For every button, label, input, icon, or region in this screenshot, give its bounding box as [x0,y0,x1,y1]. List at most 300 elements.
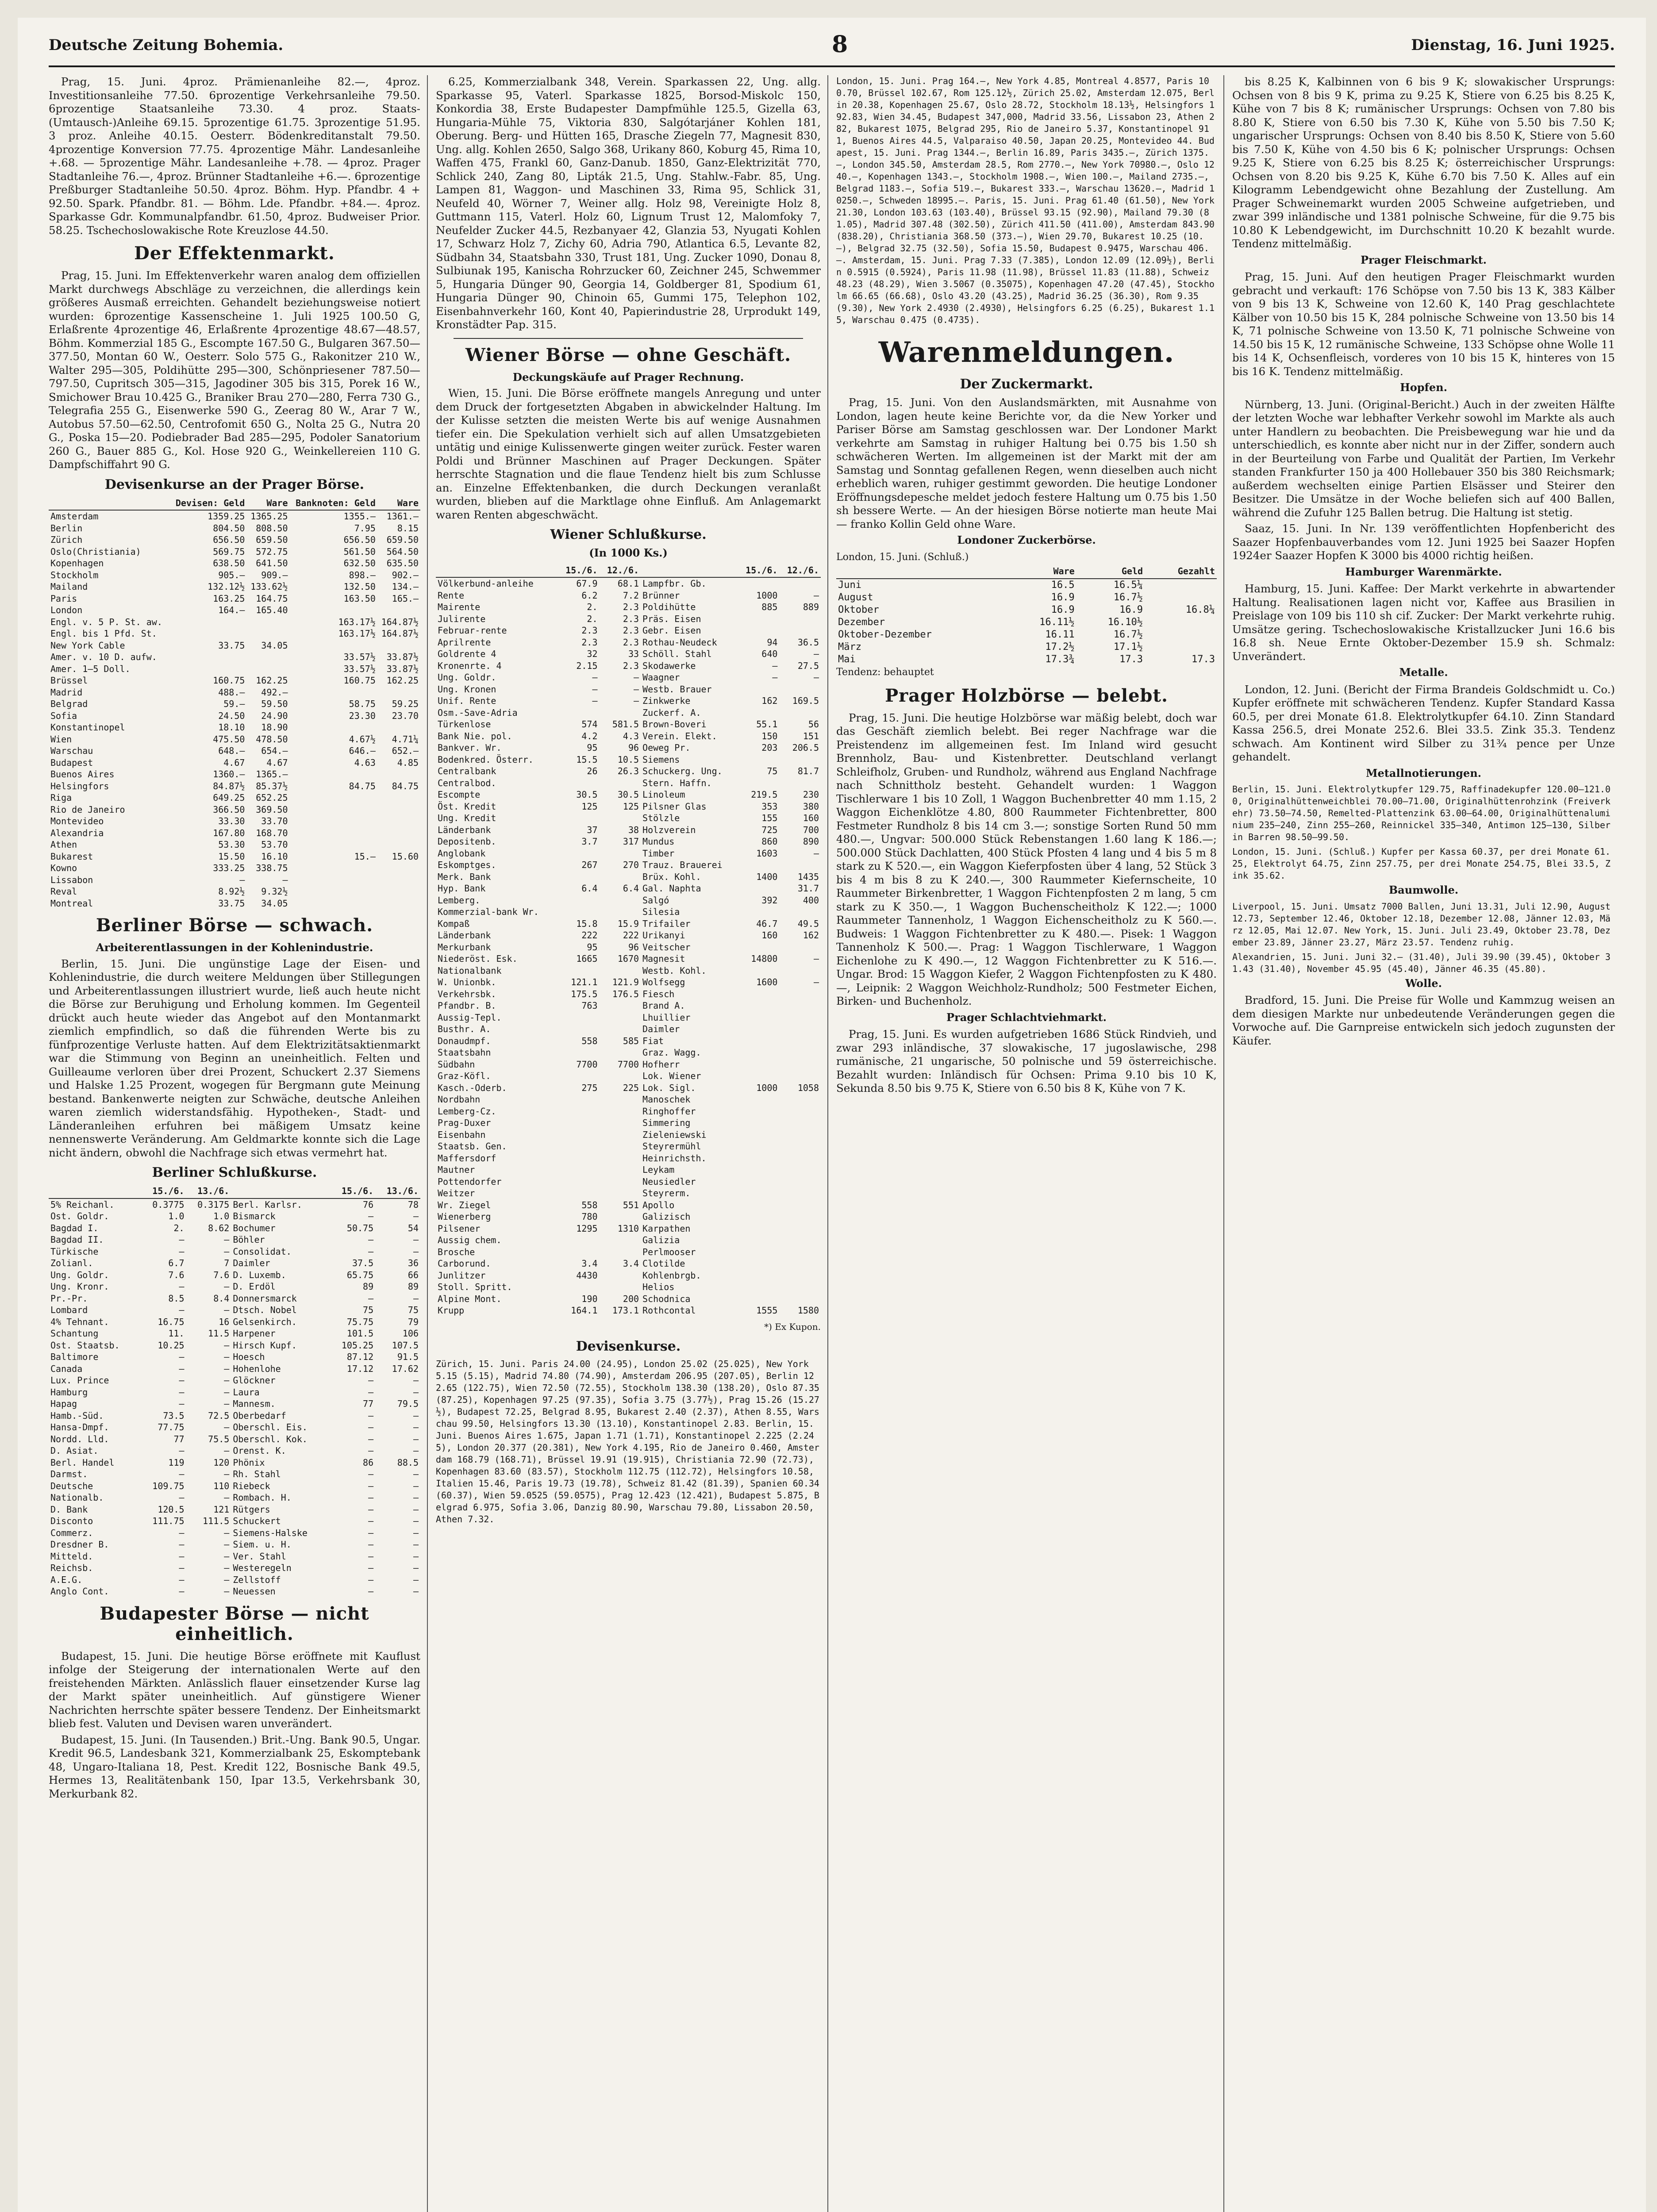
table-cell: 7 [224,1258,230,1268]
table-cell [558,965,600,977]
table-cell: 37.5 [352,1258,374,1268]
table-cell: — [224,1551,230,1562]
table-row [436,1047,821,1059]
table-cell: 804.50 [213,522,245,534]
table-header-cell: 13./6. [186,1184,231,1198]
table-cell: Oslo(Christiania) [50,546,141,557]
table-cell: — [179,1469,185,1479]
table-cell: Steyrerm. [642,1188,691,1198]
table-cell: 87.12 [346,1352,374,1362]
table-cell [600,906,641,918]
table-cell: Veitscher [642,941,691,952]
table-cell: 656.50 [343,534,376,545]
table-cell: 16.10½ [1107,617,1143,628]
table-cell [738,965,780,977]
table-cell: 4.63 [354,757,376,768]
table-row [49,1433,420,1445]
table-row [436,976,821,988]
table-cell: — [413,1551,419,1562]
table-cell: Gebr. Eisen [642,625,701,636]
table-cell: Belgrad [50,699,88,709]
table-cell: 17.3¾ [1045,654,1075,665]
table-cell: 46.7 [756,918,778,929]
table-cell [290,604,377,616]
wolle-text: Bradford, 15. Juni. Die Preise für Wolle und Kammzug weisen an dem diesigen Markte nur unbedeutende Veränderungen gegen die Vorwoche auf. Die Garnpreise entwickeln sich jedoch zugunsten der Käufer. [1232,994,1615,1047]
table-cell: 85.37½ [256,780,288,791]
table-cell: 33.30 [218,816,245,826]
table-cell: — [413,1480,419,1491]
table-cell [377,839,420,851]
table-cell: Reichsb. [50,1563,93,1573]
table-cell [738,1281,780,1293]
table-cell [738,988,780,1000]
table-cell: 162 [761,695,778,706]
table-cell: — [224,1386,230,1398]
table-cell: 50.75 [346,1222,374,1233]
table-cell: 4.67½ [349,733,376,745]
table-row [836,641,1217,653]
table-cell: Rio de Janeiro [50,804,125,815]
table-cell: Februar-rente [438,625,507,636]
table-cell [1145,579,1217,591]
table-cell: 889 [803,602,819,612]
london-sugar-tendenz: Tendenz: behauptet [836,667,934,678]
table-cell: Siemens [642,754,680,765]
table-row [49,886,420,898]
table-cell: 1310 [617,1223,639,1234]
table-cell: 16.10 [261,851,288,862]
table-row [436,801,821,813]
table-cell: 68.1 [617,578,639,589]
table-cell [600,1070,641,1082]
table-row [49,1586,420,1598]
table-row [49,522,420,534]
column-1 [49,75,420,2212]
table-cell: — [224,1281,230,1292]
table-row [436,1059,821,1071]
table-cell: Goldrente 4 [438,649,496,659]
table-cell: Ung. Kronr. [50,1281,109,1292]
table-cell: 163.17½ [338,628,376,639]
table-cell: 581.5 [612,719,639,730]
table-cell: 164.1 [571,1305,598,1316]
table-cell [738,1211,780,1223]
table-cell: Wien [50,733,72,745]
table-cell: 95 [587,941,598,952]
table-row [436,1106,821,1118]
table-cell: — [282,874,288,885]
london-sugar-head: London, 15. Juni. (Schluß.) [836,551,969,563]
table-cell: Graz-Köfl. [438,1071,491,1081]
table-cell: 89 [363,1281,374,1292]
table-cell: Bank Nie. pol. [438,730,512,741]
table-row [49,827,420,839]
table-cell [246,663,289,675]
table-cell: 0.3175 [197,1199,230,1210]
bond-quotes: Prag, 15. Juni. 4proz. Prämienanleihe 82.—, 4proz. Investitionsanleihe 77.50. 6prozentige Verkehrsanleihe 79.50. 6prozentige Staatsanleihe 73.30. 4 proz. Staats-(Umtausch-)Anleihe 69.15. 5prozentige 61.75. 3prozentige 51.95. 3 proz. Anleihe 40.15. Oesterr. Bödenkreditanstalt 79.50. 4prozentige Konversion 77.75. 4prozentige Mähr. Landesanleihe +.68. — 5prozentige Mähr. Landesanleihe +.78. — 4proz. Prager Stadtanleihe 76.—, 4proz. Brünner Stadtanleihe +6.—. 6prozentige Preßburger Stadtanleihe 50.50. 4proz. Böhm. Hyp. Pfandbr. 4 + 92.50. Spark. Pfandbr. 81. — Böhm. Lde. Pfandbr. +84.—. 4proz. Sparkasse Gdr. Kommunalpfandbr. 61.50, 4proz. Budweiser Prior. 58.25. Tschechoslowakische Rote Kreuzlose 44.50. [49,75,420,237]
table-cell: 222 [581,930,598,941]
table-cell [779,625,821,637]
table-row [49,862,420,874]
table-cell: Daimler [233,1258,270,1268]
table-cell [377,898,420,910]
table-cell: 1603 [756,848,778,859]
table-cell: 4.67 [223,757,245,768]
table-cell: Carborund. [438,1258,491,1269]
table-cell: Waagner [642,672,680,683]
table-cell: 165.— [392,593,419,604]
table-cell: Staatsb. Gen. [438,1141,507,1152]
table-cell [558,1176,600,1188]
table-row [49,1293,420,1305]
table-cell: Neusiedler [642,1176,696,1187]
table-cell [738,1094,780,1106]
table-row [436,1305,821,1317]
table-cell: 551 [623,1199,639,1210]
table-cell: Urikanyi [642,930,685,941]
table-cell: Nordbahn [438,1094,481,1105]
table-cell: — [224,1352,230,1362]
table-cell [558,1246,600,1258]
page-number: 8 [832,31,848,58]
table-row [49,1574,420,1586]
table-cell: Nordd. Lld. [50,1433,109,1444]
table-cell: Anglobank [438,848,486,859]
table-cell: Ver. Stahl [233,1551,286,1562]
table-cell [600,1129,641,1141]
table-row [436,695,821,707]
table-cell [290,768,377,780]
table-cell: 107.5 [392,1340,419,1351]
table-cell: 1365.25 [250,511,288,522]
table-cell [558,1187,600,1199]
table-cell: Donnersmarck [233,1293,297,1304]
table-cell: 569.75 [213,546,245,557]
table-cell [738,941,780,953]
table-cell [738,1199,780,1211]
table-cell: 169.5 [792,695,819,706]
table-cell [779,613,821,625]
table-cell: 176.5 [612,988,639,999]
table-cell [246,651,289,663]
table-cell: 635.50 [386,558,419,568]
table-cell: Bukarest [50,851,93,862]
table-cell [377,804,420,816]
table-cell: 11.5 [208,1328,230,1339]
table-cell: 36.5 [797,637,819,648]
table-cell: — [368,1504,374,1515]
table-cell: — [224,1539,230,1550]
table-cell [1145,641,1217,653]
table-row [436,1035,821,1047]
table-row [436,895,821,906]
table-cell: Ost. Goldr. [50,1211,109,1221]
table-cell: — [179,1234,185,1245]
table-row [436,824,821,836]
table-header-cell: 15./6. [738,564,780,578]
table-cell [779,1023,821,1035]
table-row [49,768,420,780]
table-cell [377,687,420,699]
table-cell: März [838,641,861,653]
table-cell [600,1152,641,1164]
table-cell: 1000 [756,1082,778,1093]
table-row [436,777,821,789]
table-cell: — [813,848,819,859]
table-cell: 7.2 [623,590,639,601]
table-row [436,601,821,613]
table-cell: — [179,1246,185,1257]
table-cell: — [413,1539,419,1550]
table-cell: 1361.— [386,511,419,522]
table-row [49,745,420,757]
table-row [49,1328,420,1340]
table-row [436,883,821,895]
table-cell: 2.3 [623,602,639,612]
table-row [49,1527,420,1539]
table-cell [779,1070,821,1082]
table-cell [290,874,377,886]
table-cell: August [838,592,873,603]
table-cell: 31.7 [797,883,819,894]
hopfen-nuernberg: Nürnberg, 13. Juni. (Original-Bericht.) Auch in der zweiten Hälfte der letzten Woche war lebhafter Verkehr sowohl im Markte als auch unter Handlern zu beobachten. Die Preisbewegung war hie und da unterschiedlich, es konnte aber nicht nur in der Ziffer, sondern auch in der Beurteilung von Farbe und Qualität der Partien, Im Verkehr standen Frankfurter 150 ja 400 Hollebauer 350 bis 380 Reichsmark; außerdem wechselten einige Partien Elsässer und Steirer den Besitzer. Die Umsätze in der Woche beliefen sich auf 400 Ballen, während die Zufuhr 125 Ballen betrug. Die Haltung ist stetig. [1232,398,1615,519]
table-cell: 162.25 [386,675,419,686]
heading-zuckermarkt: Der Zuckermarkt. [960,376,1093,392]
table-cell: Türkenlose [438,719,491,730]
table-cell: — [813,649,819,659]
table-cell: Magnesit [642,953,685,964]
table-cell: Trifailer [642,918,691,929]
table-cell: 16.9 [1051,604,1075,615]
table-cell: New York Cable [50,640,125,651]
table-cell: 0.3775 [152,1199,185,1210]
table-cell [290,640,377,652]
paper-title: Deutsche Zeitung Bohemia. [49,36,284,54]
table-cell [738,684,780,695]
masthead [49,31,1615,62]
table-cell: Pilsner Glas [642,801,707,812]
table-cell: Helios [642,1282,675,1292]
column-divider [827,75,828,2212]
table-cell: 17.3 [1192,654,1215,665]
table-cell: 1.0 [213,1211,230,1221]
table-row [436,812,821,824]
table-row [49,651,420,663]
hamburg-text: Hamburg, 15. Juni. Kaffee: Der Markt verkehrte in abwartender Haltung. Realisationen lagen nicht vor, Kaffee aus Brasilien in Preislage von 109 bis 110 sh cif. Zucker: Der Markt verkehrte ruhig. Umsätze gering. Tschechoslowakische Kristallzucker Juni 16.6 bis 16.8 sh. Neue Ernte Oktober-Dezember 15.9 sh. Schmalz: Unverändert. [1232,582,1615,663]
table-cell: 659.50 [386,534,419,545]
table-cell: 2.3 [623,637,639,648]
table-cell [290,792,377,804]
table-cell: Simmering [642,1118,691,1128]
table-row [436,836,821,848]
table-row [436,1176,821,1188]
table-cell [558,812,600,824]
table-cell: 75.5 [208,1433,230,1444]
table-cell: Schodnica [642,1293,691,1304]
table-cell: Silesia [642,906,680,917]
table-cell: Zolianl. [50,1258,93,1268]
table-cell: — [592,672,598,683]
table-cell: Maffersdorf [438,1152,496,1164]
table-cell: 33.75 [218,898,245,909]
table-cell: 17.3 [1119,654,1143,665]
table-cell: Mairente [438,602,481,612]
table-cell: 81.7 [797,766,819,776]
table-cell: 808.50 [256,522,288,534]
heading-budapester-boerse: Budapester Börse — nicht einheitlich. [100,1603,369,1644]
table-row [436,625,821,637]
table-row [436,1023,821,1035]
table-cell: Escompte [438,789,481,800]
table-cell: Verein. Elekt. [642,730,717,741]
table-cell: Berl. Karlsr. [233,1199,302,1210]
table-row [836,579,1217,591]
table-cell: Athen [50,839,77,850]
table-cell: Ung. Goldr. [50,1269,109,1280]
table-row [436,590,821,602]
table-cell [290,886,377,898]
table-cell: 317 [623,836,639,847]
table-cell: 649.25 [213,792,245,803]
table-cell: — [179,1527,185,1538]
table-cell: — [368,1516,374,1526]
table-cell: 6.2 [581,590,598,601]
table-cell: — [224,1586,230,1597]
table-cell [1145,616,1217,629]
table-cell: 33.87½ [386,652,419,662]
table-cell: 648.— [218,745,245,756]
berlin-closing-table [49,1184,420,1598]
table-cell: Leykam [642,1164,675,1175]
table-cell: — [413,1504,419,1515]
table-cell: Laura [233,1386,260,1398]
table-cell: 33.87½ [386,663,419,674]
table-cell: 86 [363,1457,374,1468]
table-cell: Oktober [838,604,879,615]
table-header-cell: 15./6. [330,1184,375,1198]
table-row [436,730,821,742]
wien-unit-note: (In 1000 Ks.) [589,546,668,559]
heading-warenmeldungen: Warenmeldungen. [878,336,1175,369]
table-cell: 30.5 [617,789,639,800]
table-cell: — [368,1551,374,1562]
table-cell: Verkehrsbk. [438,988,496,999]
table-cell [738,1164,780,1176]
table-header-cell [49,496,170,511]
table-cell [290,827,377,839]
table-cell: Hapag [50,1398,77,1409]
table-cell [779,1129,821,1141]
table-row [436,1141,821,1152]
table-cell: 165.40 [256,605,288,615]
table-cell: Gal. Naphta [642,883,701,894]
table-cell: — [592,684,598,695]
table-row [49,1504,420,1516]
table-cell: 7.95 [354,522,376,534]
table-cell: 79.5 [397,1398,419,1409]
table-cell: Rütgers [233,1504,270,1515]
table-row [436,1246,821,1258]
table-cell: Hansa-Dmpf. [50,1422,109,1432]
table-cell: D. Erdöl [233,1281,276,1292]
table-cell [290,839,377,851]
table-cell [779,1164,821,1176]
table-cell: Westb. Brauer [642,684,712,695]
table-cell: Zürich [50,534,83,545]
table-cell: — [179,1281,185,1292]
table-cell: Hyp. Bank [438,883,486,894]
table-cell: 902.— [392,569,419,580]
table-cell: — [224,1305,230,1315]
table-header-cell: Gezahlt [1145,564,1217,579]
table-row [49,1351,420,1363]
table-cell: D. Asiat. [50,1445,99,1456]
table-cell [779,859,821,871]
table-cell: Dezember [838,617,885,628]
table-cell: 106 [402,1328,419,1339]
table-cell: — [772,660,778,671]
table-cell: 4430 [576,1270,598,1281]
table-cell: 120 [213,1457,230,1468]
table-cell: 9.32½ [261,886,288,897]
table-cell: Brosche [438,1246,475,1257]
table-row [49,1386,420,1398]
table-row [436,1293,821,1305]
heading-devisenkurse: Devisenkurse. [576,1339,681,1354]
table-cell: Darmst. [50,1469,88,1479]
table-cell: Dresdner B. [50,1539,109,1550]
table-cell: 369.50 [256,804,288,815]
table-cell: 18.90 [261,722,288,733]
table-row [49,1269,420,1281]
table-cell [377,768,420,780]
table-row [436,684,821,695]
table-cell: Pottendorfer [438,1176,502,1187]
table-row [836,653,1217,666]
table-cell [377,792,420,804]
table-cell: 1665 [576,953,598,964]
table-cell [738,1246,780,1258]
metalle-text: London, 12. Juni. (Bericht der Firma Brandeis Goldschmidt u. Co.) Kupfer eröffnete mit schwächeren Tendenz. Kupfer Standard Kassa 60.5, per drei Monate 61.8. Elektrolytkupfer 64.10. Zinn Standard Kassa 256.5, drei Monate 252.6. Blei 33.5. Zink 35.3. Tendenz schwach. Am Kontinent wird Silber zu 31¾ pence per Unze gehandelt. [1232,683,1615,763]
table-cell: 58.75 [349,699,376,709]
table-cell [779,577,821,590]
table-cell: 2. [587,602,598,612]
table-row [49,616,420,628]
table-cell: Phönix [233,1457,265,1468]
table-row [436,789,821,801]
table-cell: Karpathen [642,1223,691,1234]
berlin-subheading: Arbeiterentlassungen in der Kohlenindustrie. [96,941,373,954]
table-row [49,1410,420,1422]
table-cell: Aussig chem. [438,1235,502,1245]
table-cell: 164.87½ [381,616,419,627]
table-cell: Stern. Haffn. [642,777,712,788]
table-row [49,569,420,581]
table-cell: 36 [408,1258,419,1268]
table-cell: — [813,590,819,601]
table-row [49,780,420,792]
table-row [49,1198,420,1211]
table-cell: — [368,1527,374,1538]
table-cell: 16.9 [1051,592,1075,603]
table-cell: Alexandria [50,827,104,838]
table-header-cell: 12./6. [779,564,821,578]
table-cell: 2. [173,1222,185,1233]
table-row [49,757,420,769]
table-row [49,663,420,675]
table-cell: 15.60 [392,851,419,862]
table-cell: Ung. Kredit [438,813,496,823]
